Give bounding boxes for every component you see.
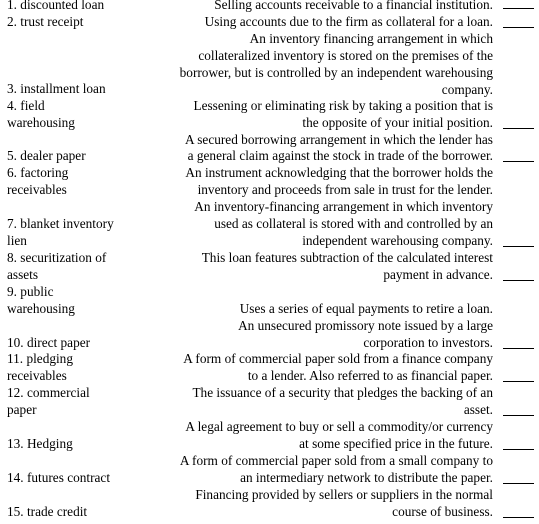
def-2-line-1: Using accounts due to the firm as collateral for a loan. bbox=[204, 14, 493, 29]
term-3-line-1: 3. installment loan bbox=[7, 81, 106, 96]
def-11-line-2: to a lender. Also referred to as financial paper. bbox=[247, 368, 493, 383]
def-11-line-1: A form of commercial paper sold from a finance company bbox=[183, 351, 493, 366]
def-3-line-1: An inventory financing arrangement in which bbox=[249, 31, 493, 46]
term-15-line-1: 15. trade credit bbox=[7, 504, 88, 519]
def-7-line-3: independent warehousing company. bbox=[302, 233, 493, 248]
term-9-line-1: 9. public bbox=[7, 284, 54, 299]
def-6-line-2: inventory and proceeds from sale in trust for the lender. bbox=[197, 182, 493, 197]
answer-blank[interactable] bbox=[503, 415, 534, 416]
answer-blank[interactable] bbox=[503, 483, 534, 484]
def-15-line-2: course of business. bbox=[392, 504, 493, 519]
answer-blank[interactable] bbox=[503, 449, 534, 450]
def-15-line-1: Financing provided by sellers or suppliers in the normal bbox=[195, 487, 493, 502]
def-10-line-1: An unsecured promissory note issued by a large bbox=[238, 318, 493, 333]
term-7-line-2: lien bbox=[7, 233, 27, 248]
def-3-line-2: collateralized inventory is stored on the premises of the bbox=[198, 48, 493, 63]
term-11-line-2: receivables bbox=[7, 368, 67, 383]
answer-blank[interactable] bbox=[503, 128, 534, 129]
def-5-line-2: a general claim against the stock in trade of the borrower. bbox=[187, 148, 493, 163]
answer-blank[interactable] bbox=[503, 381, 534, 382]
answer-blank[interactable] bbox=[503, 246, 534, 247]
def-4-line-1: Lessening or eliminating risk by taking a position that is bbox=[193, 98, 493, 113]
def-9-line-1: Uses a series of equal payments to retire a loan. bbox=[239, 301, 493, 316]
term-1-line-1: 1. discounted loan bbox=[7, 0, 105, 12]
term-13-line-1: 13. Hedging bbox=[7, 436, 73, 451]
def-12-line-2: asset. bbox=[463, 402, 493, 417]
answer-blank[interactable] bbox=[503, 161, 534, 162]
def-5-line-1: A secured borrowing arrangement in which the lender has bbox=[185, 132, 493, 147]
term-10-line-1: 10. direct paper bbox=[7, 335, 91, 350]
term-11-line-1: 11. pledging bbox=[7, 351, 73, 366]
term-9-line-2: warehousing bbox=[7, 301, 75, 316]
def-6-line-1: An instrument acknowledging that the borrower holds the bbox=[185, 165, 493, 180]
def-14-line-2: an intermediary network to distribute the paper. bbox=[240, 470, 493, 485]
def-7-line-1: An inventory-financing arrangement in which inventory bbox=[194, 199, 493, 214]
def-10-line-2: corporation to investors. bbox=[363, 335, 493, 350]
term-8-line-2: assets bbox=[7, 267, 39, 282]
def-8-line-2: payment in advance. bbox=[383, 267, 493, 282]
term-6-line-2: receivables bbox=[7, 182, 67, 197]
def-1-line-1: Selling accounts receivable to a financial institution. bbox=[214, 0, 493, 12]
def-3-line-3: borrower, but is controlled by an independent warehousing bbox=[179, 65, 493, 80]
answer-blank[interactable] bbox=[503, 517, 534, 518]
term-7-line-1: 7. blanket inventory bbox=[7, 216, 114, 231]
def-4-line-2: the opposite of your initial position. bbox=[302, 115, 493, 130]
def-7-line-2: used as collateral is stored with and controlled by an bbox=[214, 216, 493, 231]
term-4-line-2: warehousing bbox=[7, 115, 75, 130]
term-12-line-2: paper bbox=[7, 402, 37, 417]
def-3-line-4: company. bbox=[441, 82, 493, 97]
answer-blank[interactable] bbox=[503, 348, 534, 349]
answer-blank[interactable] bbox=[503, 280, 534, 281]
term-12-line-1: 12. commercial bbox=[7, 385, 90, 400]
term-2-line-1: 2. trust receipt bbox=[7, 14, 84, 29]
term-14-line-1: 14. futures contract bbox=[7, 470, 111, 485]
def-8-line-1: This loan features subtraction of the calculated interest bbox=[201, 250, 493, 265]
answer-blank[interactable] bbox=[503, 27, 534, 28]
answer-blank[interactable] bbox=[503, 8, 534, 9]
def-13-line-2: at some specified price in the future. bbox=[299, 436, 493, 451]
def-13-line-1: A legal agreement to buy or sell a commodity/or currency bbox=[185, 419, 493, 434]
term-5-line-1: 5. dealer paper bbox=[7, 148, 86, 163]
term-4-line-1: 4. field bbox=[7, 98, 45, 113]
def-12-line-1: The issuance of a security that pledges the backing of an bbox=[192, 385, 493, 400]
def-14-line-1: A form of commercial paper sold from a small company to bbox=[179, 453, 493, 468]
term-6-line-1: 6. factoring bbox=[7, 165, 69, 180]
term-8-line-1: 8. securitization of bbox=[7, 250, 107, 265]
